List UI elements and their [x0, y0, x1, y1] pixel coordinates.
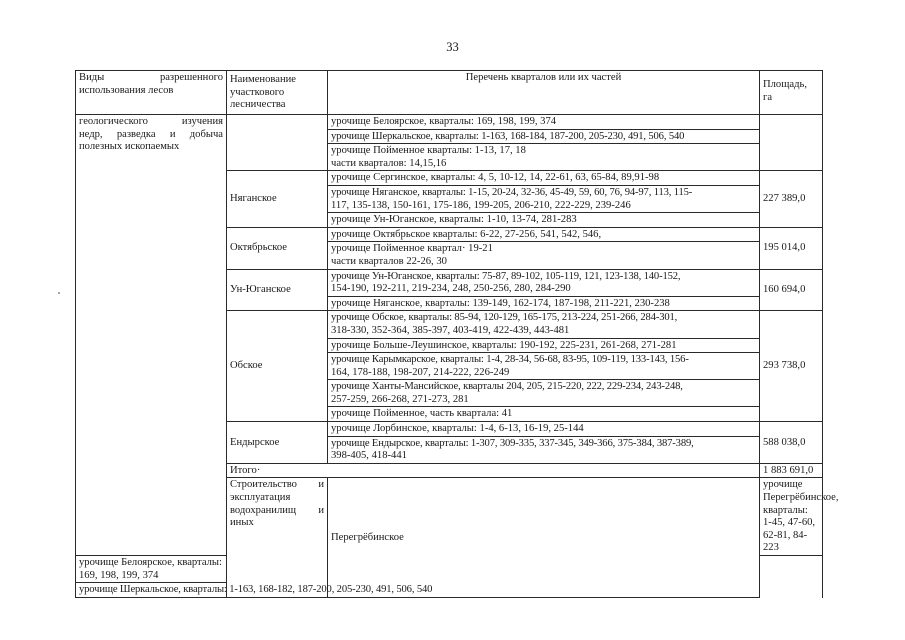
area-cell-continued: [760, 115, 823, 171]
quarters-cell: урочище Ун-Юганское, кварталы: 1-10, 13-74, 281-283: [328, 213, 760, 228]
quarters-cell: урочище Пойменное, часть квартала: 41: [328, 407, 760, 422]
forestry-endyr: Ендырское: [227, 422, 328, 464]
quarters-cell: урочище Октябрьское кварталы: 6-22, 27-256, 541, 542, 546,: [328, 227, 760, 242]
header-forestry-line1: Наименование: [230, 74, 296, 85]
quarters-line: урочище Ханты-Мансийское, кварталы 204, 205, 215-220, 222, 229-234, 243-248,: [331, 381, 683, 393]
table-header-row: [76, 71, 823, 115]
forestry-obskoe: Обское: [227, 311, 328, 422]
header-usage-line1: Виды разрешенного: [79, 72, 223, 83]
quarters-line: части кварталов 22-26, 30: [331, 255, 447, 267]
quarters-cell: [328, 311, 760, 338]
quarters-line: урочище Пойменное кварталы: 1-13, 17, 18: [331, 145, 526, 157]
forestry-oktyabr: Октябрьское: [227, 227, 328, 269]
quarters-cell: урочище Больше-Леушинское, кварталы: 190-192, 225-231, 261-268, 271-281: [328, 338, 760, 353]
quarters-cell: урочище Няганское, кварталы: 139-149, 162-174, 187-198, 211-221, 230-238: [328, 296, 760, 311]
quarters-cell: урочище Перегрёбинское, кварталы: 1-45, 47-60, 62-81, 84-223: [760, 478, 823, 556]
area-unyugan: 160 694,0: [760, 269, 823, 311]
quarters-cell: урочище Шеркальское, кварталы: 1-163, 168-184, 187-200, 205-230, 491, 506, 540: [328, 129, 760, 144]
quarters-line: 318-330, 352-364, 385-397, 403-419, 422-439, 443-481: [331, 324, 570, 336]
quarters-cell: [328, 269, 760, 296]
quarters-cell: урочище Лорбинское, кварталы: 1-4, 6-13, 16-19, 25-144: [328, 422, 760, 437]
quarters-cell: [328, 436, 760, 463]
total-area: 1 883 691,0: [760, 463, 823, 478]
quarters-cell: [328, 185, 760, 212]
forestry-nyagan: Няганское: [227, 171, 328, 227]
quarters-line: части кварталов: 14,15,16: [331, 157, 447, 169]
quarters-line: урочище Пойменное квартал· 19-21: [331, 243, 493, 255]
header-area-line1: Площадь,: [763, 79, 807, 90]
quarters-cell: [328, 242, 760, 269]
usage-geology-line1: геологического изучения: [79, 116, 223, 127]
quarters-cell: [328, 353, 760, 380]
table-row: [76, 115, 823, 130]
header-area: [760, 71, 823, 115]
header-usage-line2: использования лесов: [79, 84, 174, 96]
header-usage-type: [76, 71, 227, 115]
quarters-cell: [328, 380, 760, 407]
usage-type-construction: [227, 478, 328, 597]
quarters-cell: урочище Сергинское, кварталы: 4, 5, 10-12, 14, 22-61, 63, 65-84, 89,91-98: [328, 171, 760, 186]
usage-construction-line1: Строительство и: [230, 479, 324, 491]
quarters-line: урочище Няганское, кварталы: 1-15, 20-24, 32-36, 45-49, 59, 60, 76, 94-97, 113, 115-: [331, 186, 693, 198]
forestry-peregreb: Перегрёбинское: [328, 478, 760, 597]
quarters-line: урочище Обское, кварталы: 85-94, 120-129, 165-175, 213-224, 251-266, 284-301,: [331, 312, 678, 324]
forest-usage-table: [75, 70, 839, 598]
area-oktyabr: 195 014,0: [760, 227, 823, 269]
forestry-cell-continued: [227, 115, 328, 171]
header-forestry-line3: лесничества: [230, 99, 286, 111]
quarters-line: 257-259, 266-268, 271-273, 281: [331, 393, 469, 405]
usage-geology-line3: полезных ископаемых: [79, 141, 180, 153]
scan-speck: [58, 292, 60, 294]
quarters-cell: урочище Белоярское, кварталы: 169, 198, 199, 374: [328, 115, 760, 130]
header-forestry-line2: участкового: [230, 86, 285, 98]
header-quarters-list: Перечень кварталов или их частей: [328, 71, 760, 115]
quarters-line: урочище Ендырское, кварталы: 1-307, 309-335, 337-345, 349-366, 375-384, 387-389,: [331, 437, 694, 449]
quarters-line: урочище Ун-Юганское, кварталы: 75-87, 89-102, 105-119, 121, 123-138, 140-152,: [331, 270, 681, 282]
quarters-line: 164, 178-188, 198-207, 214-222, 226-249: [331, 366, 510, 378]
area-endyr: 588 038,0: [760, 422, 823, 464]
usage-construction-line3: водохранилищ и иных: [230, 504, 324, 529]
header-forestry-name: [227, 71, 328, 115]
usage-type-geology: [76, 115, 227, 556]
forestry-unyugan: Ун-Юганское: [227, 269, 328, 311]
quarters-line: 117, 135-138, 150-161, 175-186, 199-205, 206-210, 222-229, 239-246: [331, 199, 631, 211]
quarters-line: 398-405, 418-441: [331, 450, 407, 462]
quarters-cell: урочище Белоярское, кварталы: 169, 198, 199, 374: [76, 556, 227, 583]
quarters-line: 154-190, 192-211, 219-234, 248, 250-256, 280, 284-290: [331, 283, 571, 295]
page-number: 33: [446, 40, 459, 54]
quarters-line: урочище Карымкарское, кварталы: 1-4, 28-34, 56-68, 83-95, 109-119, 133-143, 156-: [331, 354, 689, 366]
total-label: Итого·: [227, 463, 760, 478]
header-area-line2: га: [763, 91, 773, 103]
quarters-cell: урочище Шеркальское, кварталы: 1-163, 168-182, 187-200, 205-230, 491, 506, 540: [76, 583, 227, 598]
quarters-cell: [328, 144, 760, 171]
usage-construction-line2: эксплуатация: [230, 492, 291, 504]
area-nyagan: 227 389,0: [760, 171, 823, 227]
area-obskoe: 293 738,0: [760, 311, 823, 422]
usage-geology-line2: недр, разведка и добыча: [79, 128, 223, 140]
